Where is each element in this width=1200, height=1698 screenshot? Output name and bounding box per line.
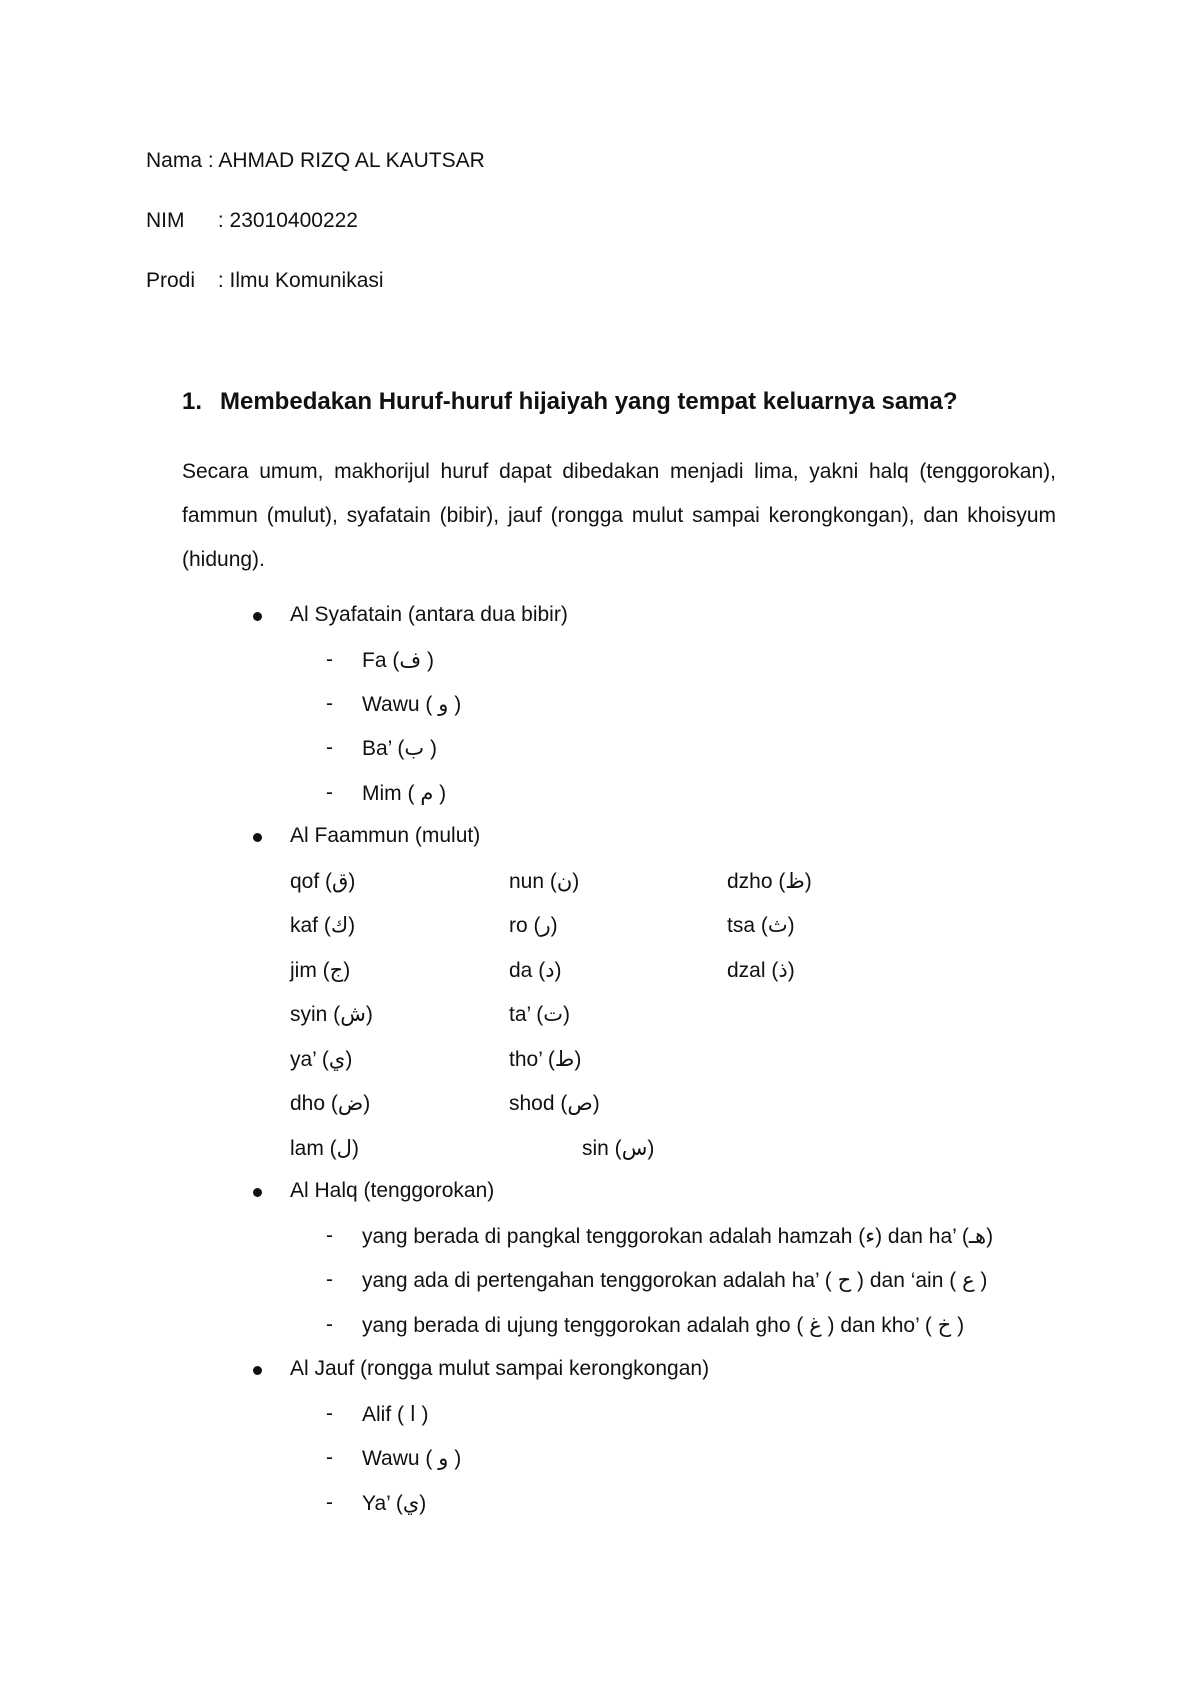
letter-cell: dho (ض) [290, 1092, 371, 1115]
letter-cell: ya’ (ي) [290, 1048, 353, 1071]
bullet-title: Al Halq (tenggorokan) [290, 1179, 495, 1202]
dash-marker: - [326, 1402, 333, 1425]
dash-marker: - [326, 781, 333, 804]
list-item-text: Wawu ( و ) [362, 693, 462, 716]
letter-cell: qof (ق) [290, 870, 356, 893]
letter-cell: dzho (ظ) [727, 870, 812, 893]
section-heading [182, 388, 958, 416]
letter-cell: dzal (ذ) [727, 959, 795, 982]
prodi-value: : Ilmu Komunikasi [217, 269, 384, 292]
dash-marker: - [326, 1224, 333, 1247]
bullet-dot [253, 1188, 262, 1197]
list-item-text: Mim ( م ) [362, 782, 447, 805]
letter-cell: lam (ل) [290, 1137, 359, 1160]
letter-cell: tsa (ث) [727, 914, 795, 937]
list-item-text: yang berada di ujung tenggorokan adalah gho ( غ ) dan kho’ ( خ ) [362, 1314, 965, 1337]
nama-value: : AHMAD RIZQ AL KAUTSAR [207, 149, 485, 172]
nim-value: : 23010400222 [217, 209, 358, 232]
letter-cell: ro (ر) [509, 914, 558, 937]
letter-cell: da (د) [509, 959, 562, 982]
dash-marker: - [326, 1491, 333, 1514]
dash-marker: - [326, 1268, 333, 1291]
list-item-text: Ba’ (ب ) [362, 737, 438, 760]
bullet-title: Al Faammun (mulut) [290, 824, 481, 847]
prodi-line [146, 269, 384, 293]
dash-marker: - [326, 1313, 333, 1336]
list-item-text: Wawu ( و ) [362, 1447, 462, 1470]
list-item-text: Alif ( ا ) [362, 1403, 429, 1426]
bullet-dot [253, 833, 262, 842]
list-item-text: Ya’ (ي) [362, 1492, 427, 1515]
bullet-dot [253, 612, 262, 621]
letter-cell: tho’ (ط) [509, 1048, 582, 1071]
list-item-text: yang ada di pertengahan tenggorokan adalah ha’ ( ح ) dan ‘ain ( ع ) [362, 1269, 988, 1292]
prodi-label: Prodi [146, 269, 196, 292]
letter-cell: sin (س) [582, 1137, 655, 1160]
letter-cell: jim (ج) [290, 959, 351, 982]
list-item-text: Fa (ف ) [362, 649, 434, 672]
bullet-title: Al Jauf (rongga mulut sampai kerongkongan) [290, 1357, 710, 1380]
letter-cell: ta’ (ت) [509, 1003, 571, 1026]
dash-marker: - [326, 1446, 333, 1469]
dash-marker: - [326, 736, 333, 759]
intro-paragraph: Secara umum, makhorijul huruf dapat dibedakan menjadi lima, yakni halq (tenggorokan), fammun (mulut), syafatain (bibir), jauf (rongga mulut sampai kerongkongan), dan khoisyum (hidung). [182, 460, 1056, 571]
dash-marker: - [326, 648, 333, 671]
letter-cell: nun (ن) [509, 870, 580, 893]
nama-label: Nama [146, 149, 203, 172]
bullet-dot [253, 1366, 262, 1375]
section-title: Membedakan Huruf-huruf hijaiyah yang tempat keluarnya sama? [220, 388, 958, 415]
nim-label: NIM [146, 209, 185, 232]
nim-line [146, 209, 358, 233]
list-item-text: yang berada di pangkal tenggorokan adalah hamzah (ء) dan ha’ (هـ) [362, 1225, 994, 1248]
letter-cell: kaf (ك) [290, 914, 356, 937]
nama-line [146, 149, 485, 173]
section-number: 1. [182, 388, 203, 415]
dash-marker: - [326, 692, 333, 715]
bullet-title: Al Syafatain (antara dua bibir) [290, 603, 568, 626]
letter-cell: shod (ص) [509, 1092, 600, 1115]
letter-cell: syin (ش) [290, 1003, 373, 1026]
